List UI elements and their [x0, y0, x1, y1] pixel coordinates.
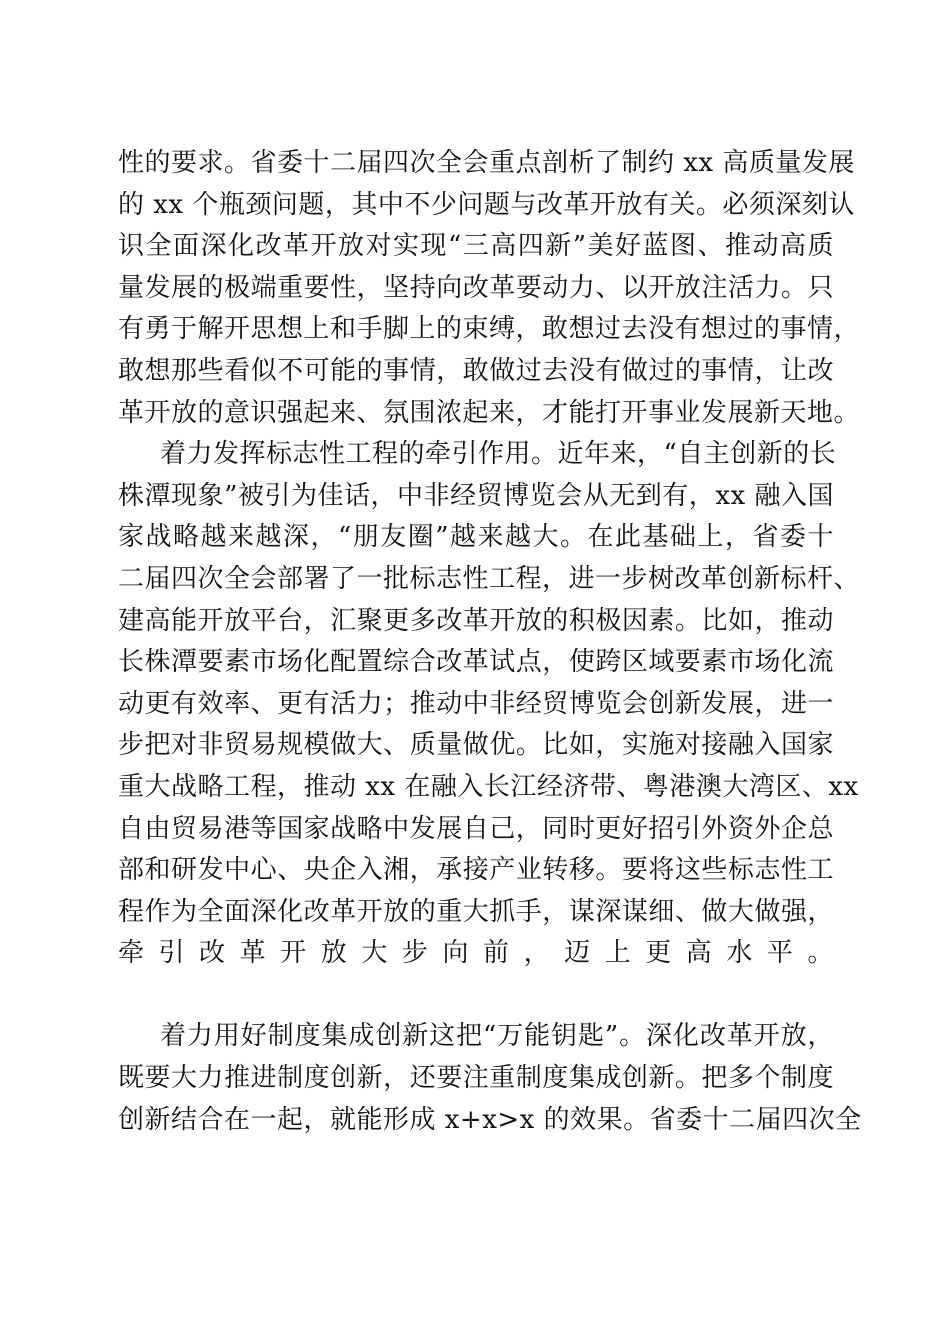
text-line: 革开放的意识强起来、氛围浓起来，才能打开事业发展新天地。 — [118, 397, 861, 428]
text-line: 着力发挥标志性工程的牵引作用。近年来，“自主创新的长 — [160, 439, 837, 470]
paragraph-2 — [118, 434, 861, 1016]
paragraph-3 — [118, 1016, 862, 1141]
text-line: 家战略越来越深，“朋友圈”越来越大。在此基础上，省委十 — [118, 522, 834, 553]
document-body — [118, 143, 862, 1141]
text-line: 重大战略工程，推动 xx 在融入长江经济带、粤港澳大湾区、xx — [118, 771, 859, 802]
text-line: 既要大力推进制度创新，还要注重制度集成创新。把多个制度 — [118, 1063, 834, 1094]
text-line: 有勇于解开思想上和手脚上的束缚，敢想过去没有想过的事情， — [118, 314, 861, 345]
text-line: 建高能开放平台，汇聚更多改革开放的积极因素。比如，推动 — [118, 605, 834, 636]
text-line: 株潭现象”被引为佳话，中非经贸博览会从无到有，xx 融入国 — [118, 480, 834, 511]
paragraph-1 — [118, 143, 861, 434]
text-line: 步把对非贸易规模做大、质量做优。比如，实施对接融入国家 — [118, 730, 834, 761]
text-line: 性的要求。省委十二届四次全会重点剖析了制约 xx 高质量发展 — [118, 148, 855, 178]
text-line: 量发展的极端重要性，坚持向改革要动力、以开放注活力。只 — [118, 272, 834, 303]
text-line: 识全面深化改革开放对实现“三高四新”美好蓝图、推动高质 — [118, 231, 834, 262]
text-line: 牵引改革开放大步向前，迈上更高水平。 — [118, 938, 834, 969]
text-line: 二届四次全会部署了一批标志性工程，进一步树改革创新标杆、 — [118, 563, 861, 594]
text-line: 部和研发中心、央企入湘，承接产业转移。要将这些标志性工 — [118, 855, 834, 886]
text-line: 敢想那些看似不可能的事情，敢做过去没有做过的事情，让改 — [118, 355, 834, 386]
text-line: 的 xx 个瓶颈问题，其中不少问题与改革开放有关。必须深刻认 — [118, 189, 855, 220]
text-line: 动更有效率、更有活力；推动中非经贸博览会创新发展，进一 — [118, 688, 834, 719]
text-line: 着力用好制度集成创新这把“万能钥匙”。深化改革开放， — [160, 1021, 834, 1052]
text-line: 创新结合在一起，就能形成 x+x>x 的效果。省委十二届四次全 — [118, 1104, 862, 1135]
text-line: 自由贸易港等国家战略中发展自己，同时更好招引外资外企总 — [118, 813, 834, 844]
text-line — [118, 975, 834, 1017]
text-line: 长株潭要素市场化配置综合改革试点，使跨区域要素市场化流 — [118, 647, 834, 678]
text-line: 程作为全面深化改革开放的重大抓手，谋深谋细、做大做强， — [118, 896, 834, 927]
